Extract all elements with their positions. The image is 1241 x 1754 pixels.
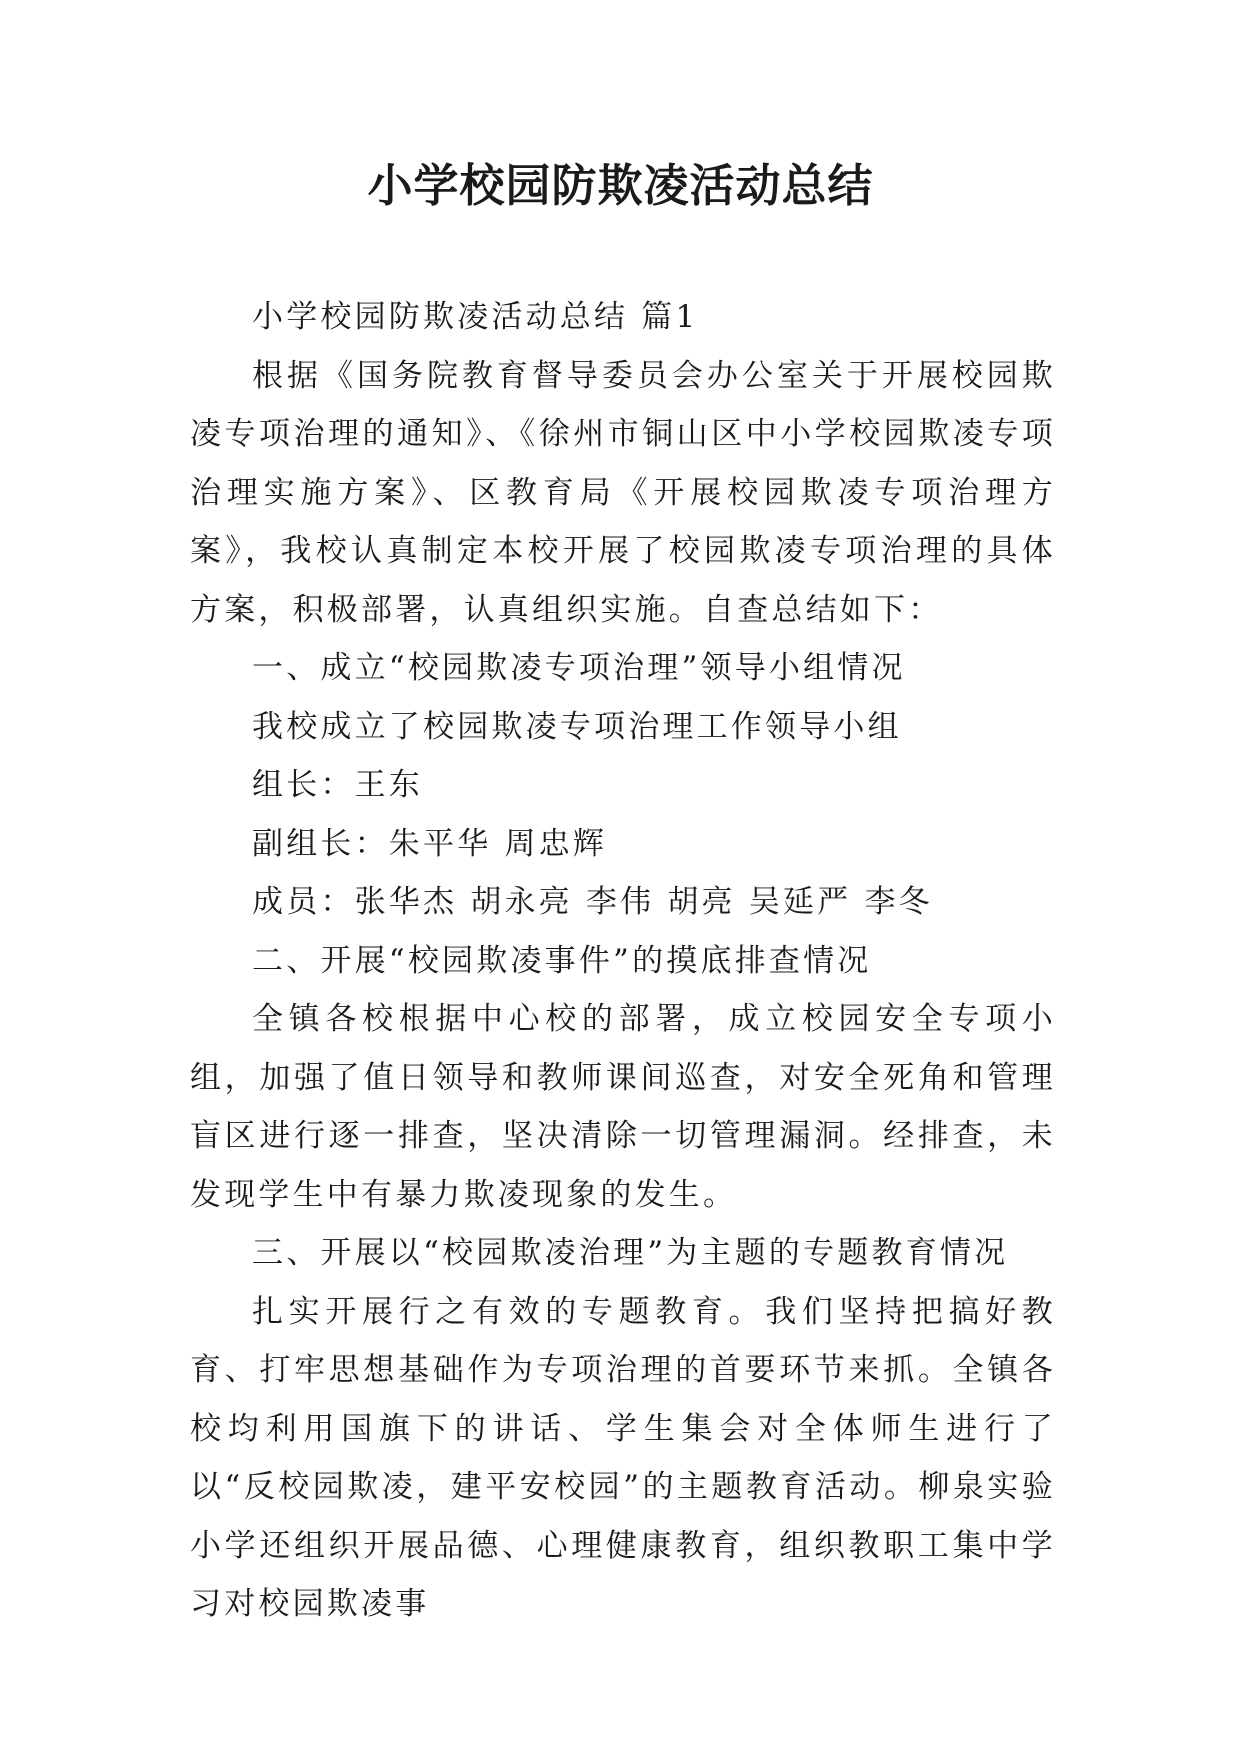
paragraph: 副组长：朱平华 周忠辉 — [252, 825, 608, 862]
section-heading: 小学校园防欺凌活动总结 篇1 — [252, 299, 699, 335]
paragraph: 全镇各校根据中心校的部署，成立校园安全专项小组，加强了值日领导和教师课间巡查，对安全死角和管理盲区进行逐一排查，坚决清除一切管理漏洞。经排查，未发现学生中有暴力欺凌现象的发生。 — [190, 1001, 1056, 1213]
document-title: 小学校园防欺凌活动总结 — [367, 159, 874, 212]
paragraph: 成员：张华杰 胡永亮 李伟 胡亮 吴延严 李冬 — [252, 884, 933, 920]
paragraph: 我校成立了校园欺凌专项治理工作领导小组 — [252, 708, 902, 745]
paragraph: 扎实开展行之有效的专题教育。我们坚持把搞好教育、打牢思想基础作为专项治理的首要环节来抓。全镇各校均利用国旗下的讲话、学生集会对全体师生进行了以“反校园欺凌，建平安校园”的主题教育活动。柳泉实验小学还组织开展品德、心理健康教育，组织教职工集中学习对校园欺凌事 — [190, 1293, 1056, 1622]
document-body — [190, 288, 1056, 1634]
paragraph: 根据《国务院教育督导委员会办公室关于开展校园欺凌专项治理的通知》、《徐州市铜山区中小学校园欺凌专项治理实施方案》、区教育局《开展校园欺凌专项治理方案》，我校认真制定本校开展了校园欺凌专项治理的具体方案，积极部署，认真组织实施。自查总结如下： — [190, 357, 1056, 628]
paragraph: 组长：王东 — [252, 767, 423, 803]
subheading: 一、成立“校园欺凌专项治理”领导小组情况 — [252, 650, 906, 686]
subheading: 三、开展以“校园欺凌治理”为主题的专题教育情况 — [252, 1235, 1009, 1271]
subheading: 二、开展“校园欺凌事件”的摸底排查情况 — [252, 942, 872, 979]
